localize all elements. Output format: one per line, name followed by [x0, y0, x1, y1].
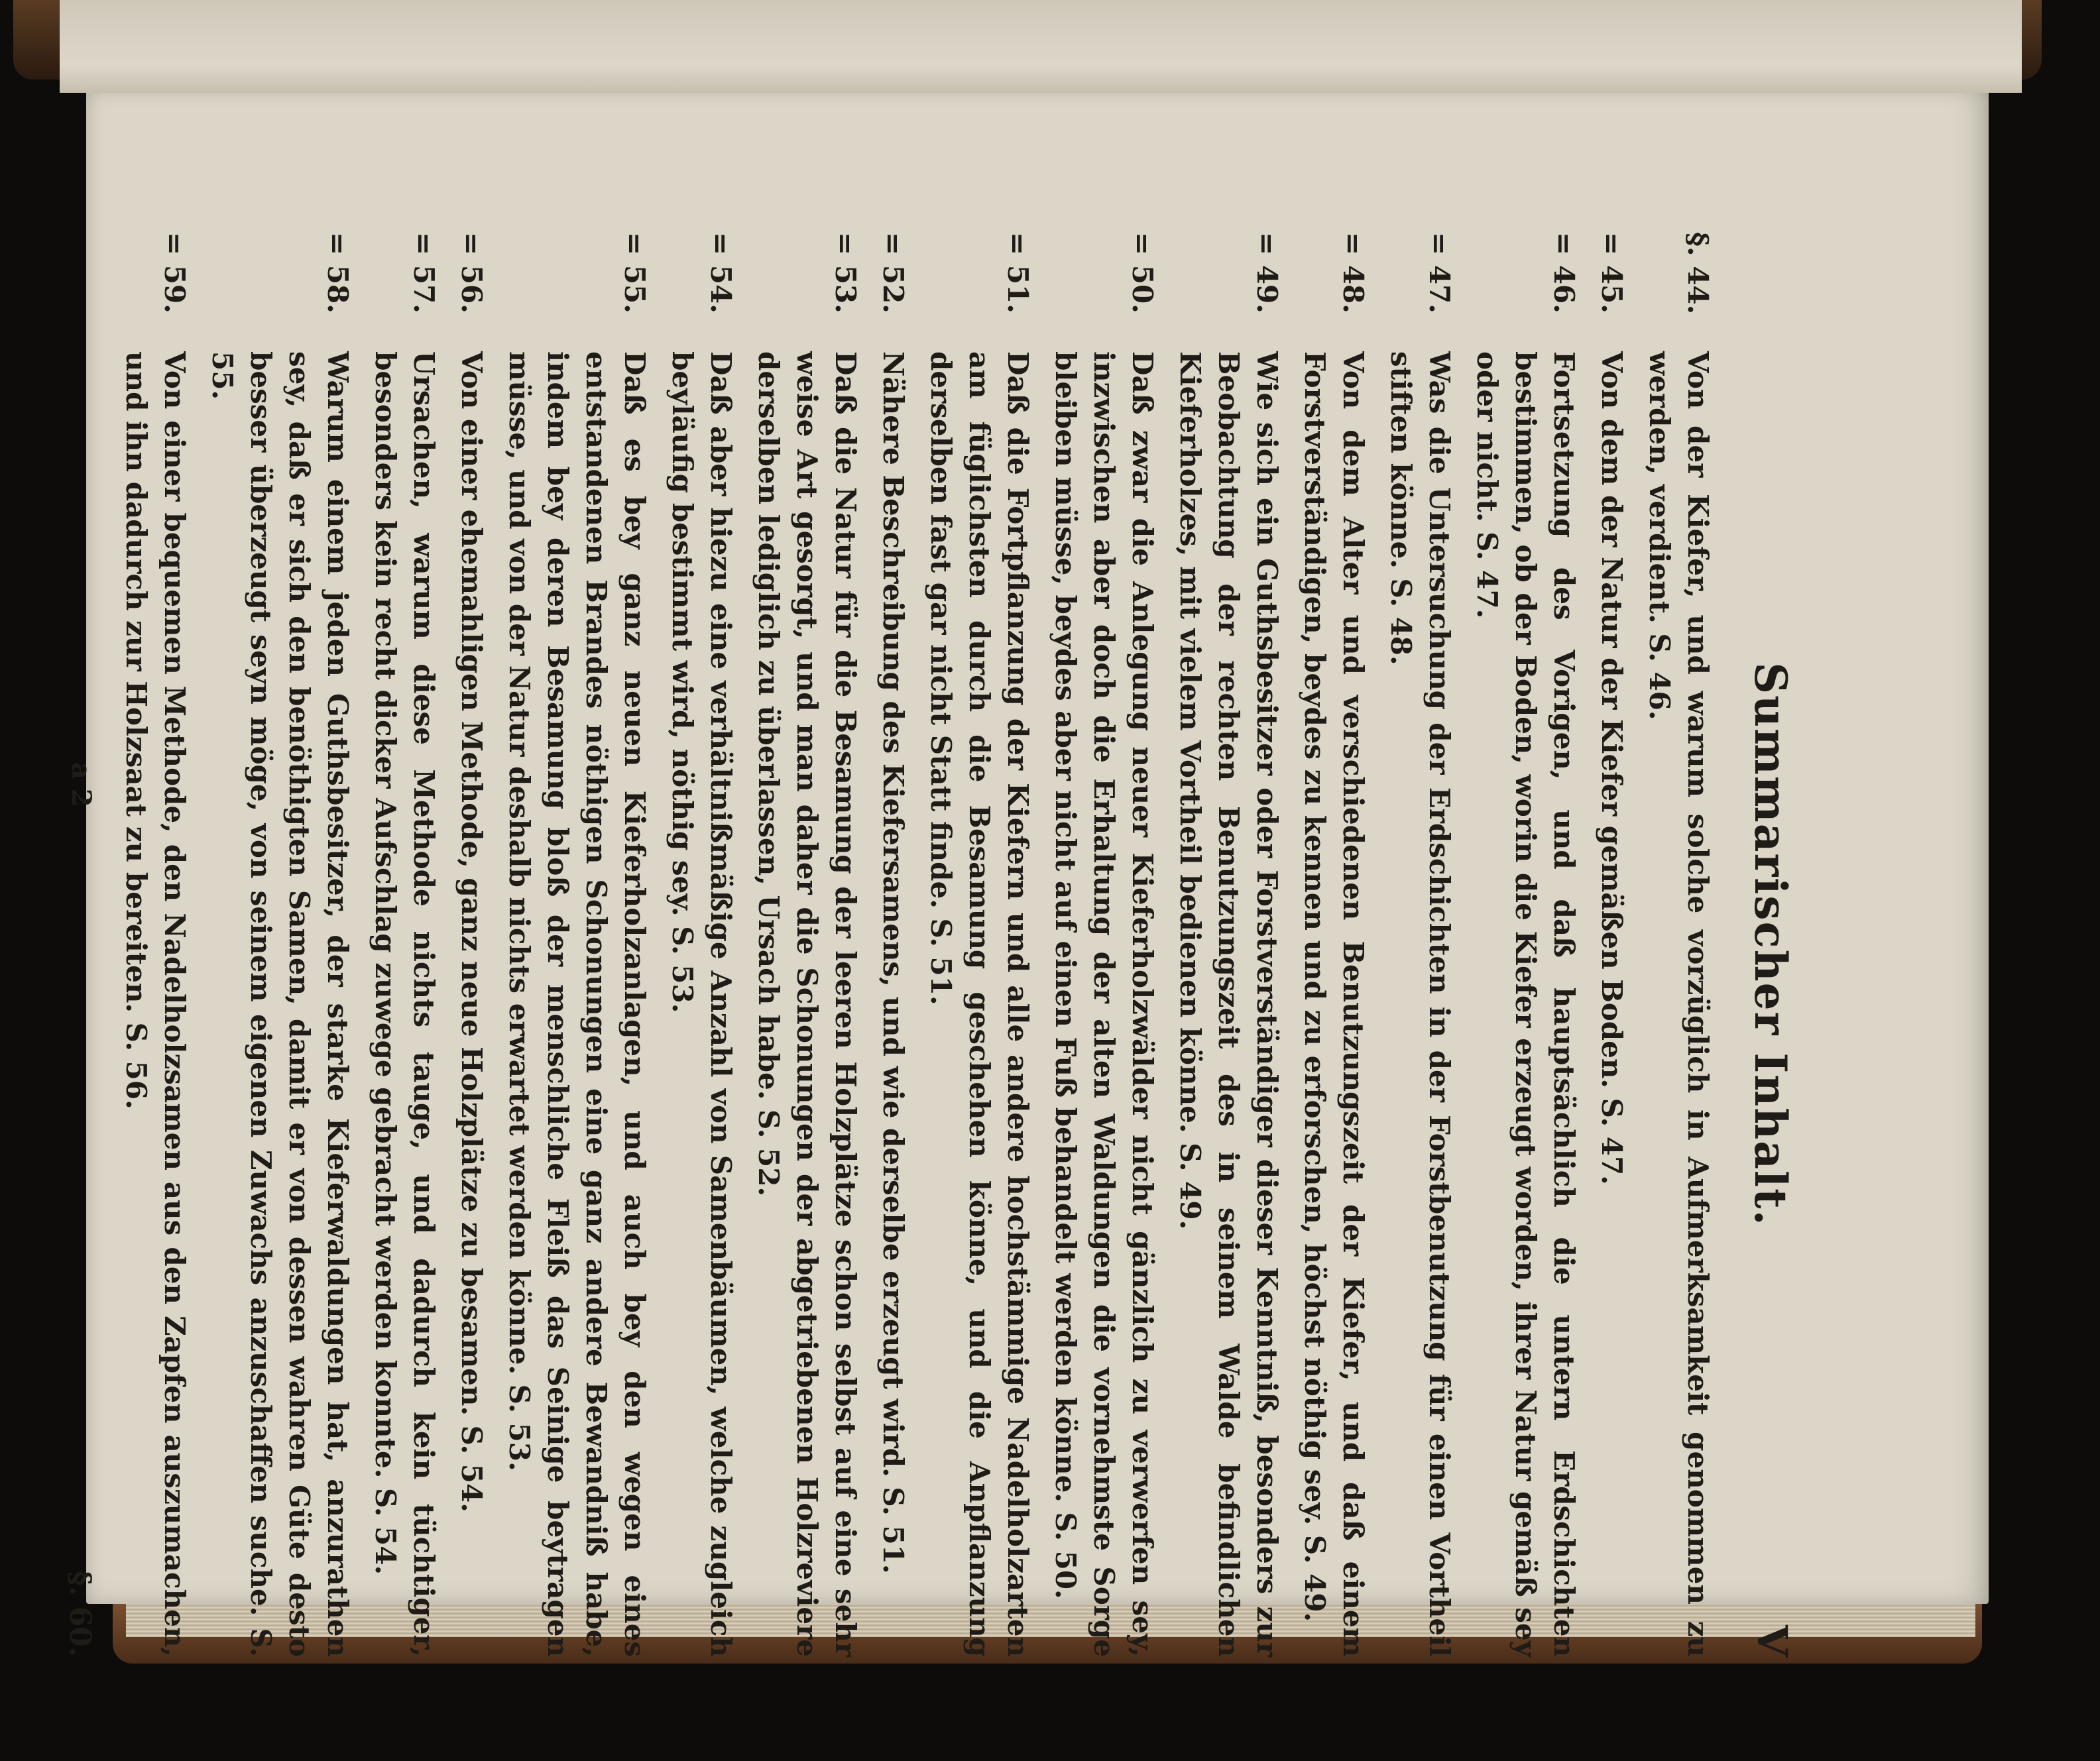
- contents-entry: [117, 232, 194, 1657]
- entry-section-mark: = 54.: [705, 232, 737, 313]
- entry-text: Daß die Natur für die Besamung der leeren Holzplätze schon selbst auf eine sehr weise Art gesorgt, und man daher die Schonungen der abgetriebenen Holzreviere derselben lediglich zu überlassen, Ursach habe. S. 52.: [752, 351, 862, 1657]
- entry-section-mark: = 59.: [158, 232, 191, 313]
- entry-section-mark: §. 44.: [1682, 232, 1714, 315]
- entry-text: Warum einem jeden Guthsbesitzer, der starke Kieferwaldungen hat, anzurathen sey, daß er sich den benöthigten Samen, damit er von dessen wahren Güte desto besser überzeugt seyn möge, von seinem eigenen Zuwachs anzuschaffen suche. S. 55.: [206, 351, 354, 1657]
- page-content: [63, 232, 1803, 1657]
- contents-entry: [749, 232, 864, 1657]
- entry-section-mark: = 51.: [1002, 232, 1034, 313]
- page-header: [1730, 232, 1803, 1657]
- entry-section-mark: = 50.: [1126, 232, 1159, 313]
- entry-section-mark: = 49.: [1251, 232, 1283, 313]
- entry-text: Daß zwar die Anlegung neuer Kieferholzwälder nicht gänzlich zu verwerfen sey, inzwischen aber doch die Erhaltung der alten Waldungen die vornehmste Sorge bleiben müsse, beydes aber nicht auf einen Fuß behandelt werden könne. S. 50.: [1049, 351, 1159, 1657]
- contents-entry: [1381, 232, 1458, 1657]
- entry-section-mark: = 53.: [829, 232, 862, 313]
- entry-section-mark: = 52.: [877, 232, 909, 313]
- contents-entry: [366, 232, 443, 1657]
- catchword: §. 60.: [63, 1570, 97, 1657]
- contents-entry: [203, 232, 357, 1657]
- entry-text: Von dem Alter und verschiedenen Benutzungszeit der Kiefer, und daß einem Forstverständigen, beydes zu kennen und zu erforschen, höchst nöthig sey. S. 49.: [1299, 351, 1370, 1657]
- contents-entry: [452, 232, 491, 1657]
- contents-entry: [1592, 232, 1631, 1657]
- entry-text: Daß aber hiezu eine verhältnißmäßige Anzahl von Samenbäumen, welche zugleich beyläufig bestimmt wird, nöthig sey. S. 53.: [666, 351, 737, 1657]
- contents-entry: [500, 232, 654, 1657]
- entry-text: Fortsetzung des Vorigen, und daß hauptsächlich die untern Erdschichten bestimmen, ob der Boden, worin die Kiefer erzeugt worden, ihrer Natur gemäß sey oder nicht. S. 47.: [1471, 351, 1580, 1657]
- contents-entry: [1046, 232, 1161, 1657]
- contents-entry: [1468, 232, 1583, 1657]
- entry-section-mark: = 56.: [455, 232, 488, 313]
- contents-entry: [1640, 232, 1717, 1657]
- signature-mark: a 2: [66, 762, 97, 807]
- entry-text: Von dem der Natur der Kiefer gemäßen Boden. S. 47.: [1596, 351, 1628, 1185]
- entry-text: Von der Kiefer, und warum solche vorzüglich in Aufmerksamkeit genommen zu werden, verdient. S. 46.: [1643, 351, 1714, 1657]
- entry-section-mark: = 47.: [1423, 232, 1456, 313]
- entry-section-mark: = 48.: [1337, 232, 1370, 313]
- entry-section-mark: = 57.: [408, 232, 440, 313]
- entry-text: Ursachen, warum diese Methode nichts tauge, und dadurch kein tüchtiger, besonders kein recht dicker Aufschlag zuwege gebracht werden konnte. S. 54.: [369, 351, 440, 1657]
- entry-text: Nähere Beschreibung des Kiefersamens, und wie derselbe erzeugt wird. S. 51.: [877, 351, 909, 1574]
- entry-text: Von einer ehemahligen Methode, ganz neue Holzplätze zu besamen. S. 54.: [455, 351, 488, 1512]
- entry-text: Was die Untersuchung der Erdschichten in der Forstbenutzung für einen Vortheil stiften könne. S. 48.: [1385, 351, 1456, 1657]
- contents-entry: [1295, 232, 1372, 1657]
- entry-section-mark: = 58.: [321, 232, 354, 313]
- entry-text: Von einer bequemen Methode, den Nadelholzsamen aus den Zapfen auszumachen, und ihn dadurch zur Holzsaat zu bereiten. S. 56.: [120, 351, 191, 1657]
- entry-section-mark: = 46.: [1548, 232, 1580, 313]
- entry-section-mark: = 55.: [618, 232, 651, 313]
- contents-entry: [663, 232, 740, 1657]
- page-number: V: [1748, 1624, 1796, 1657]
- entry-text: Daß die Fortpflanzung der Kiefern und alle andere hochstämmige Nadelholzarten am füglichsten durch die Besamung geschehen könne, und die Anpflanzung derselben fast gar nicht Statt finde. S. 51.: [925, 351, 1034, 1657]
- entry-text: Daß es bey ganz neuen Kieferholzanlagen, und auch bey den wegen eines entstandenen Brandes nöthigen Schonungen eine ganz andere Bewandniß habe, indem bey deren Besamung bloß der menschliche Fleiß das Seinige beytragen müsse, und von der Natur deshalb nichts erwartet werden könne. S. 53.: [503, 351, 651, 1657]
- contents-entry: [874, 232, 912, 1657]
- facing-page-edge: [60, 0, 2022, 93]
- contents-entry: [921, 232, 1037, 1657]
- contents-entry: [1171, 232, 1286, 1657]
- entry-section-mark: = 45.: [1596, 232, 1628, 313]
- page-footer: [44, 232, 97, 1657]
- entry-text: Wie sich ein Guthsbesitzer oder Forstverständiger dieser Kenntniß, besonders zur Beobachtung der rechten Benutzungszeit des in seinem Walde befindlichen Kieferholzes, mit vielem Vortheil bedienen könne. S. 49.: [1174, 351, 1283, 1657]
- contents-list: [117, 232, 1717, 1657]
- page-title: Summarischer Inhalt.: [1745, 662, 1796, 1227]
